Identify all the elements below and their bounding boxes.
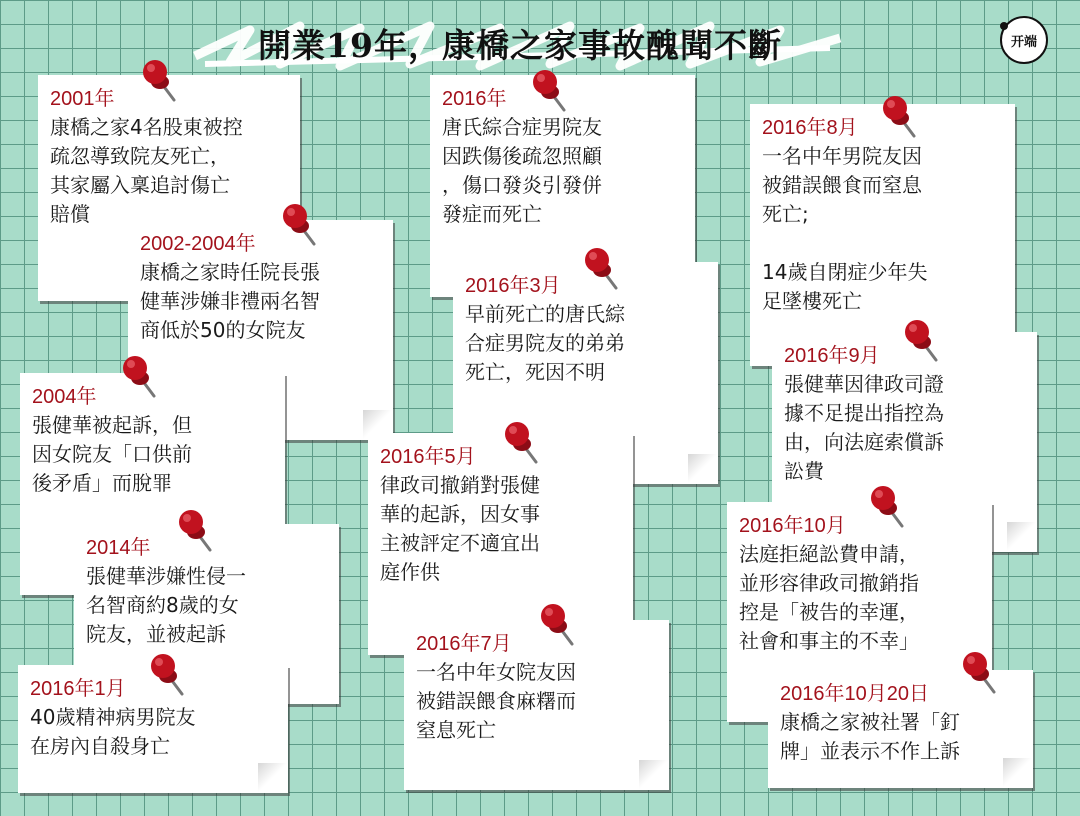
note-date: 2002-2004年 [140, 233, 256, 255]
note-text: 康橋之家4名股東被控 疏忽導致院友死亡， 其家屬入稟追討傷亡 賠償 [50, 115, 243, 226]
note-date: 2016年5月 [380, 446, 476, 468]
note-date: 2004年 [32, 386, 97, 408]
brand-logo [1000, 16, 1048, 64]
page-fold [1003, 758, 1033, 788]
push-pin-icon [878, 92, 918, 138]
note-text: 法庭拒絕訟費申請， 並形容律政司撤銷指 控是「被告的幸運， 社會和事主的不幸」 [739, 542, 919, 653]
note-date: 2016年10月 [739, 515, 846, 537]
note-text: 康橋之家時任院長張 健華涉嫌非禮兩名智 商低於50的女院友 [140, 260, 320, 342]
push-pin-icon [536, 600, 576, 646]
push-pin-icon [278, 200, 318, 246]
page-fold [639, 760, 669, 790]
push-pin-icon [580, 244, 620, 290]
page-fold [258, 763, 288, 793]
push-pin-icon [118, 352, 158, 398]
push-pin-icon [900, 316, 940, 362]
push-pin-icon [174, 506, 214, 552]
note-text: 律政司撤銷對張健 華的起訴，因女事 主被評定不適宜出 庭作供 [380, 473, 540, 584]
note-text: 張健華因律政司證 據不足提出指控為 由，向法庭索償訴 訟費 [784, 372, 944, 483]
note-text: 張健華被起訴，但 因女院友「口供前 後矛盾」而脫罪 [32, 413, 192, 495]
note-date: 2016年3月 [465, 275, 561, 297]
logo-text: 开端 [1010, 34, 1037, 50]
note-text: 唐氏綜合症男院友 因跌傷後疏忽照顧 ，傷口發炎引發併 發症而死亡 [442, 115, 602, 226]
note-date: 2016年8月 [762, 117, 858, 139]
note-date: 2016年1月 [30, 678, 126, 700]
push-pin-icon [958, 648, 998, 694]
title-banner [190, 8, 850, 78]
note-date: 2001年 [50, 88, 115, 110]
note-date: 2016年10月20日 [780, 683, 929, 705]
push-pin-icon [500, 418, 540, 464]
page-fold [1007, 522, 1037, 552]
note-text: 康橋之家被社署「釘 牌」並表示不作上訴 [780, 710, 960, 763]
note-text: 張健華涉嫌性侵一 名智商約8歲的女 院友，並被起訴 [86, 564, 246, 646]
logo-dot [1000, 22, 1008, 30]
push-pin-icon [866, 482, 906, 528]
note-date: 2016年9月 [784, 345, 880, 367]
note-2016-08 [750, 104, 1015, 366]
push-pin-icon [528, 66, 568, 112]
note-date: 2016年7月 [416, 633, 512, 655]
note-text: 早前死亡的唐氏綜 合症男院友的弟弟 死亡，死因不明 [465, 302, 625, 384]
note-text: 一名中年女院友因 被錯誤餵食麻糬而 窒息死亡 [416, 660, 576, 742]
note-text: 一名中年男院友因 被錯誤餵食而窒息 死亡; 14歲自閉症少年失 足墜樓死亡 [762, 144, 928, 313]
push-pin-icon [146, 650, 186, 696]
note-date: 2016年 [442, 88, 507, 110]
note-text: 40歲精神病男院友 在房內自殺身亡 [30, 705, 196, 758]
note-date: 2014年 [86, 537, 151, 559]
page-fold [688, 454, 718, 484]
page-title: 開業19年，康橋之家事故醜聞不斷 [258, 26, 782, 65]
push-pin-icon [138, 56, 178, 102]
